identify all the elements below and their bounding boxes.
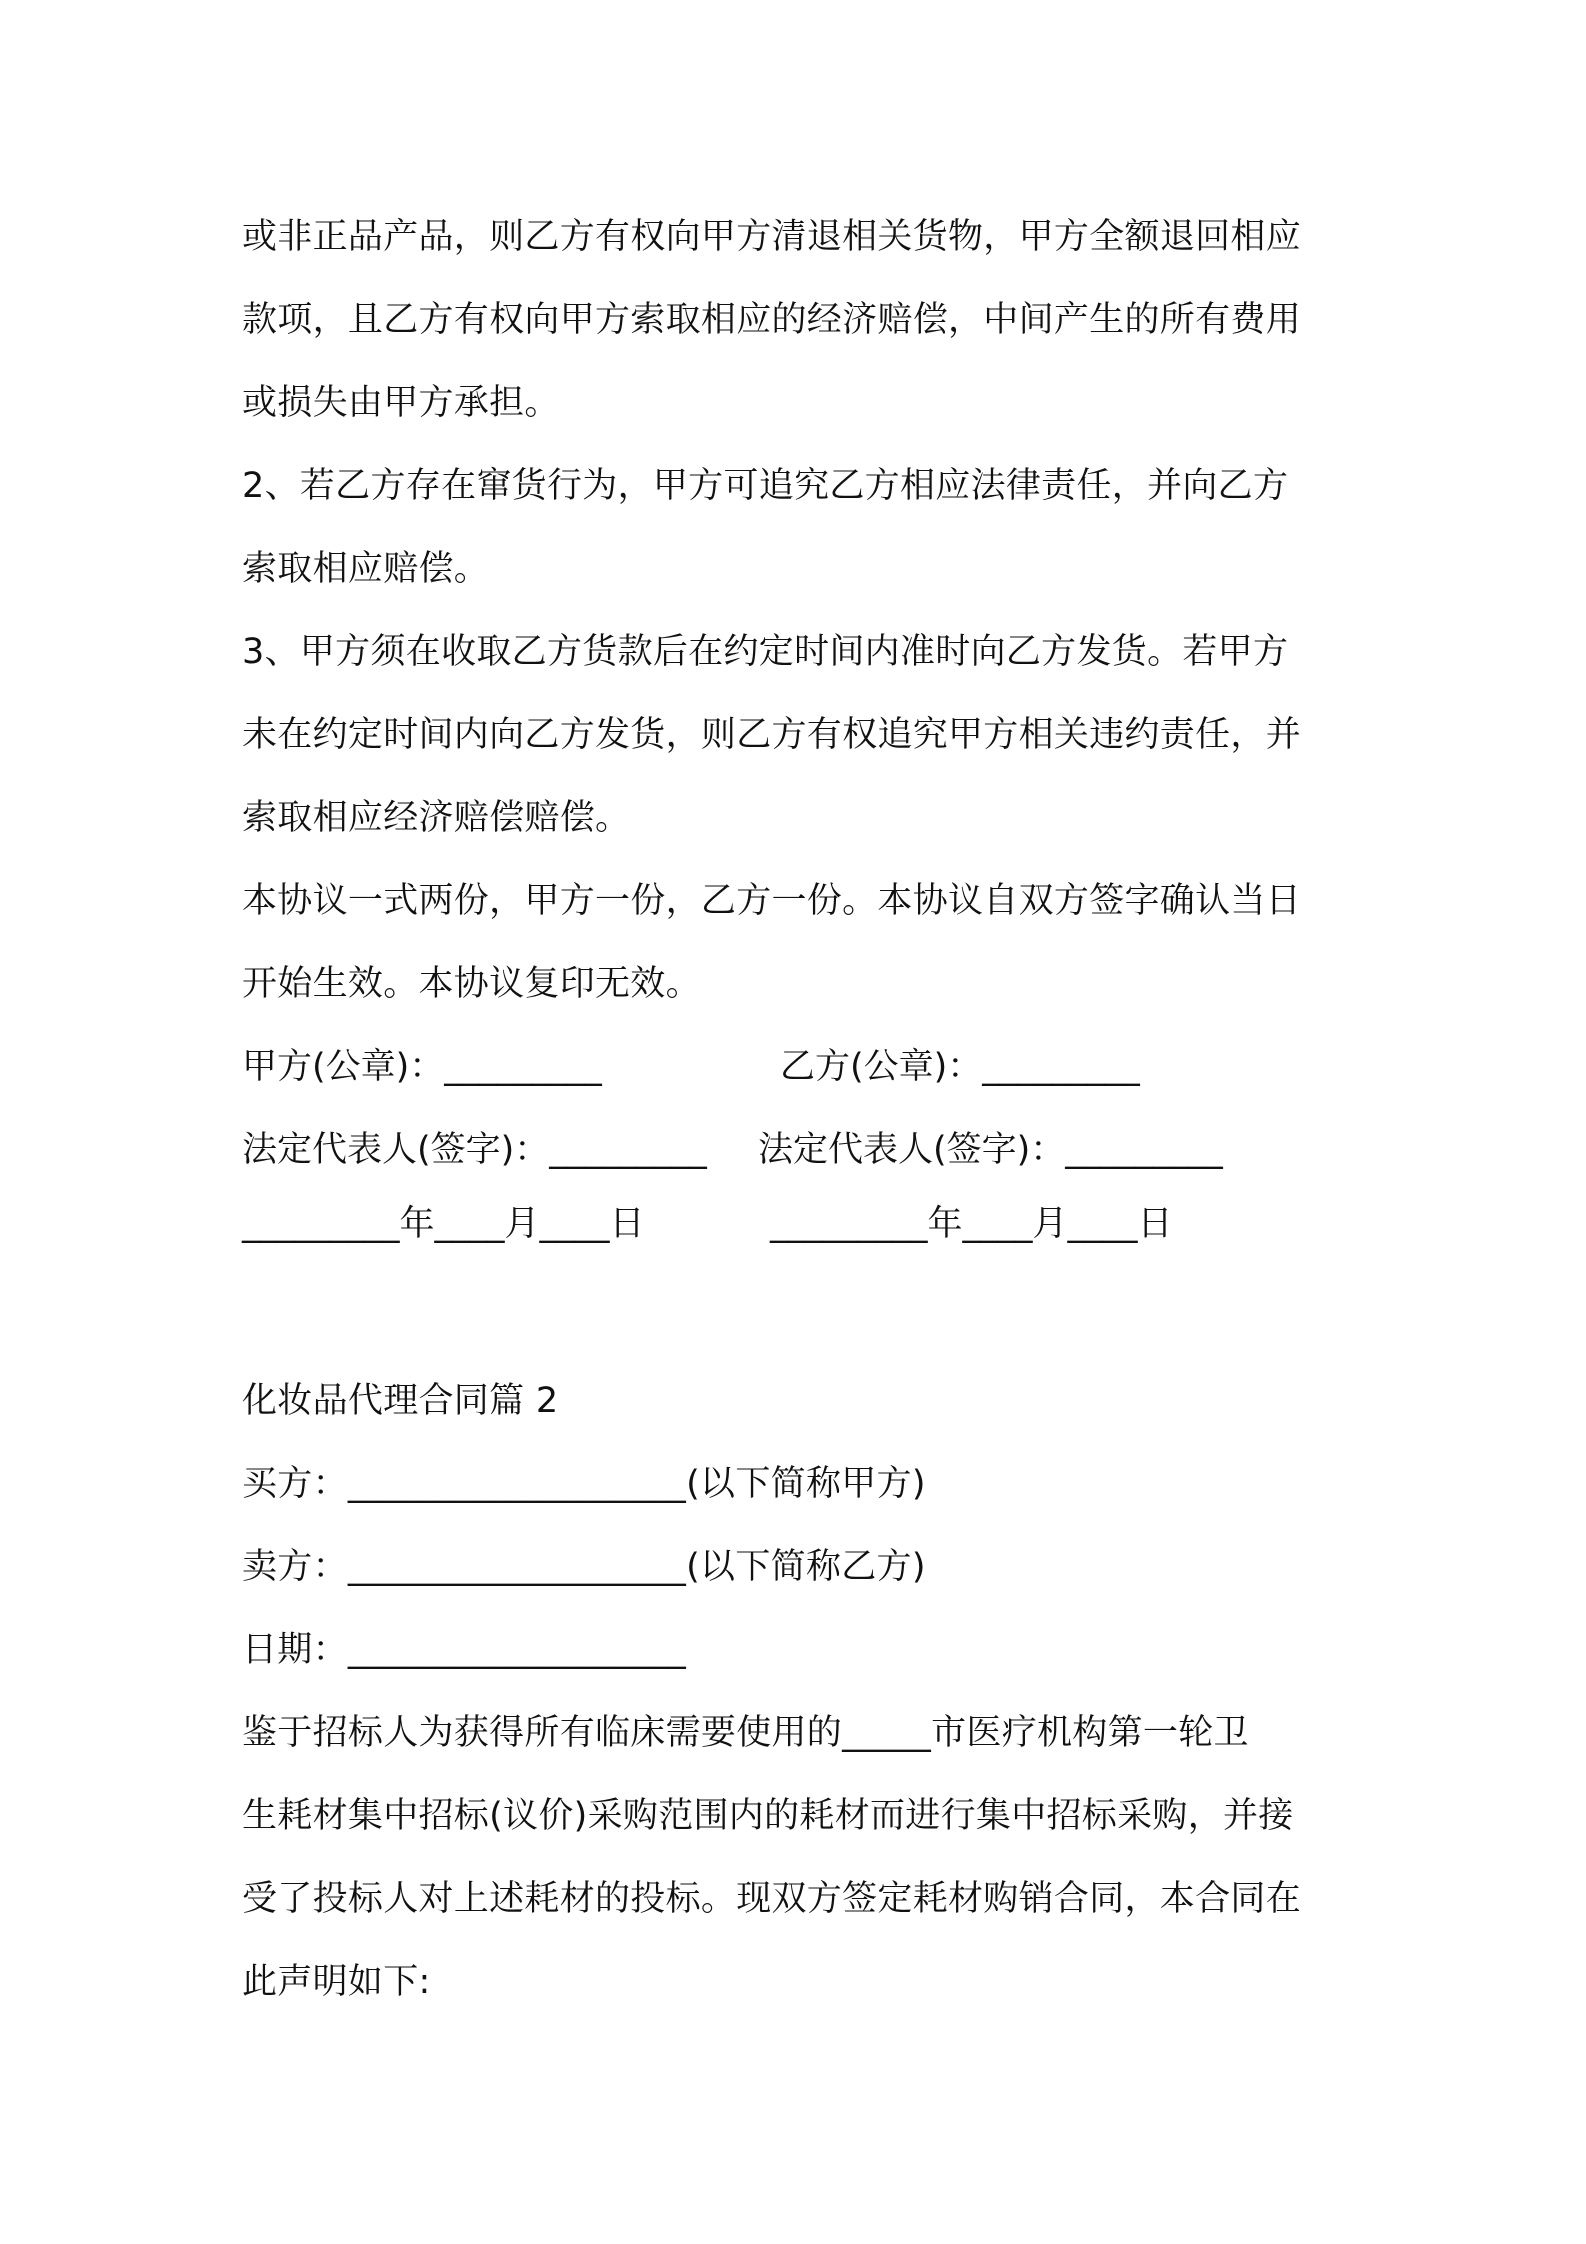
preamble-line: 此声明如下:: [242, 1962, 431, 2002]
party-b-seal-field: 乙方(公章)：_________: [780, 1047, 1140, 1087]
date-row: [242, 1192, 1362, 1272]
clause-2-line: 索取相应赔偿。: [242, 549, 490, 589]
clause-3-line: 未在约定时间内向乙方发货，则乙方有权追究甲方相关违约责任，并: [242, 715, 1302, 755]
party-a-seal-field: 甲方(公章)：_________: [242, 1047, 602, 1087]
date-field: 日期：___________________: [242, 1630, 687, 1670]
party-b-representative-field: 法定代表人(签字)：_________: [758, 1130, 1223, 1170]
paragraph-line: 或非正品产品，则乙方有权向甲方清退相关货物，甲方全额退回相应: [242, 217, 1302, 257]
agreement-note-line: 本协议一式两份，甲方一份，乙方一份。本协议自双方签字确认当日: [242, 881, 1302, 921]
preamble-line: 鉴于招标人为获得所有临床需要使用的_____市医疗机构第一轮卫: [242, 1713, 1249, 1753]
paragraph-line: 款项，且乙方有权向甲方索取相应的经济赔偿，中间产生的所有费用: [242, 300, 1302, 340]
paragraph-line: 或损失由甲方承担。: [242, 383, 560, 423]
clause-2-line: 2、若乙方存在窜货行为，甲方可追究乙方相应法律责任，并向乙方: [242, 466, 1289, 506]
seller-field: 卖方：___________________(以下简称乙方): [242, 1547, 926, 1587]
preamble-line: 生耗材集中招标(议价)采购范围内的耗材而进行集中招标采购，并接: [242, 1796, 1294, 1836]
document-page: [242, 196, 1362, 2024]
section-title: 化妆品代理合同篇 2: [242, 1381, 559, 1421]
clause-3-line: 索取相应经济赔偿赔偿。: [242, 798, 631, 838]
representative-row: [242, 1109, 1362, 1192]
party-b-date-field: _________年____月____日: [770, 1204, 1173, 1244]
section-gap: [242, 1272, 1362, 1360]
clause-3-line: 3、甲方须在收取乙方货款后在约定时间内准时向乙方发货。若甲方: [242, 632, 1289, 672]
preamble-line: 受了投标人对上述耗材的投标。现双方签定耗材购销合同，本合同在: [242, 1879, 1302, 1919]
party-a-representative-field: 法定代表人(签字)：_________: [242, 1130, 707, 1170]
agreement-note-line: 开始生效。本协议复印无效。: [242, 964, 701, 1004]
seal-row: [242, 1026, 1362, 1109]
party-a-date-field: _________年____月____日: [242, 1204, 645, 1244]
buyer-field: 买方：___________________(以下简称甲方): [242, 1464, 926, 1504]
